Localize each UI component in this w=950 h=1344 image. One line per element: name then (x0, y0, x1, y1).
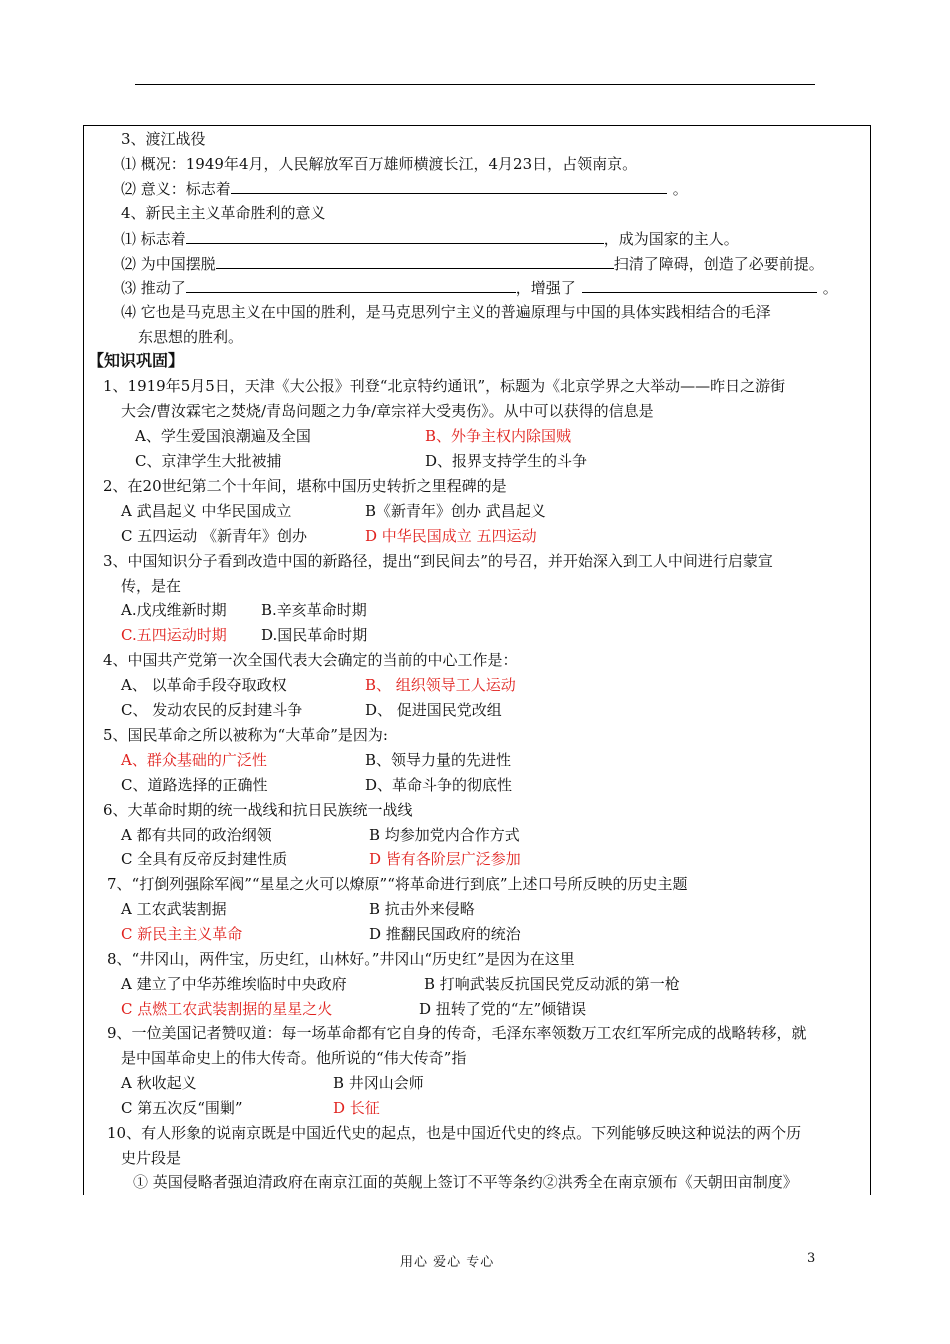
section-4-p3-label: ⑶ 推动了 (121, 279, 186, 297)
section-3-title: 3、渡江战役 (121, 130, 206, 148)
question-1-option-b-answer: B、外争主权内除国贼 (425, 427, 572, 445)
section-3-p2-label: ⑵ 意义：标志着 (121, 180, 231, 198)
fill-blank[interactable] (582, 277, 817, 293)
section-4-p1-end: ，成为国家的主人。 (603, 230, 739, 248)
question-2-stem: 2、在20世纪第二个十年间，堪称中国历史转折之里程碑的是 (103, 477, 507, 495)
section-3-p2 (121, 178, 688, 199)
question-3-stem: 3、中国知识分子看到改造中国的新路径，提出“到民间去”的号召，并开始深入到工人中间进行启蒙宣 (103, 552, 773, 570)
question-8-option-b: B 打响武装反抗国民党反动派的第一枪 (424, 975, 680, 993)
question-4-option-a: A、 以革命手段夺取政权 (121, 676, 287, 694)
question-5-option-b: B、领导力量的先进性 (365, 751, 512, 769)
question-10-options: ① 英国侵略者强迫清政府在南京江面的英舰上签订不平等条约②洪秀全在南京颁布《天朝田亩制度》 (133, 1173, 798, 1191)
question-3-stem-cont: 传，是在 (121, 577, 182, 595)
question-3-option-c-answer: C.五四运动时期 (121, 626, 227, 644)
question-8-option-a: A 建立了中华苏维埃临时中央政府 (121, 975, 347, 993)
page-footer: 用心 爱心 专心 (400, 1255, 495, 1270)
question-9-option-a: A 秋收起义 (121, 1074, 197, 1092)
question-1-option-c: C、京津学生大批被捕 (135, 452, 282, 470)
question-7-option-a: A 工农武装割据 (121, 900, 227, 918)
question-10-stem: 10、有人形象的说南京既是中国近代史的起点，也是中国近代史的终点。下列能够反映这种说法的两个历 (107, 1124, 802, 1142)
section-3-p2-end: 。 (672, 180, 688, 198)
question-5-option-d: D、革命斗争的彻底性 (365, 776, 513, 794)
question-5-option-c: C、道路选择的正确性 (121, 776, 268, 794)
fill-blank[interactable] (231, 178, 667, 194)
question-2-option-d-answer: D 中华民国成立 五四运动 (365, 527, 537, 545)
fill-blank[interactable] (186, 277, 516, 293)
question-7-option-d: D 推翻民国政府的统治 (369, 925, 521, 943)
question-1-option-d: D、报界支持学生的斗争 (425, 452, 588, 470)
question-6-option-a: A 都有共同的政治纲领 (121, 826, 272, 844)
section-4-p1-label: ⑴ 标志着 (121, 230, 186, 248)
page-number: 3 (807, 1251, 816, 1266)
question-8-stem: 8、“井冈山，两件宝，历史红，山林好。”井冈山“历史红”是因为在这里 (107, 950, 575, 968)
question-1-option-a: A、学生爱国浪潮遍及全国 (135, 427, 311, 445)
question-7-option-c-answer: C 新民主主义革命 (121, 925, 243, 943)
question-2-option-b: B《新青年》创办 武昌起义 (365, 502, 546, 520)
section-4-p2-end: 扫清了障碍，创造了必要前提。 (613, 255, 824, 273)
question-9-option-d-answer: D 长征 (333, 1099, 380, 1117)
section-4-title: 4、新民主主义革命胜利的意义 (121, 204, 326, 222)
question-4-option-d: D、 促进国民党改组 (365, 701, 502, 719)
question-6-option-b: B 均参加党内合作方式 (369, 826, 520, 844)
question-4-option-b-answer: B、 组织领导工人运动 (365, 676, 516, 694)
question-2-option-c: C 五四运动 《新青年》创办 (121, 527, 308, 545)
question-6-option-d-answer: D 皆有各阶层广泛参加 (369, 850, 521, 868)
header-rule (135, 84, 815, 85)
question-8-option-d: D 扭转了党的“左”倾错误 (419, 1000, 587, 1018)
question-5-stem: 5、国民革命之所以被称为“大革命”是因为: (103, 726, 388, 744)
question-3-option-a: A.戊戌维新时期 (121, 601, 227, 619)
question-3-option-b: B.辛亥革命时期 (261, 601, 367, 619)
question-9-stem: 9、一位美国记者赞叹道：每一场革命都有它自身的传奇，毛泽东率领数万工农红军所完成的战略转移，就 (107, 1024, 807, 1042)
question-8-option-c-answer: C 点燃工农武装割据的星星之火 (121, 1000, 333, 1018)
section-4-p4-line1: ⑷ 它也是马克思主义在中国的胜利，是马克思列宁主义的普遍原理与中国的具体实践相结合的毛泽 (121, 303, 771, 321)
section-3-p1: ⑴ 概况：1949年4月，人民解放军百万雄师横渡长江，4月23日，占领南京。 (121, 155, 638, 173)
section-4-p2 (121, 253, 824, 274)
question-1-stem-cont: 大会/曹汝霖宅之焚烧/青岛问题之力争/章宗祥大受夷伤》。从中可以获得的信息是 (121, 402, 654, 420)
section-4-p1 (121, 228, 739, 249)
section-4-p3-end: 。 (822, 279, 838, 297)
question-5-option-a-answer: A、群众基础的广泛性 (121, 751, 267, 769)
question-9-stem-cont: 是中国革命史上的伟大传奇。他所说的“伟大传奇”指 (121, 1049, 467, 1067)
fill-blank[interactable] (216, 253, 614, 269)
question-2-option-a: A 武昌起义 中华民国成立 (121, 502, 292, 520)
question-3-option-d: D.国民革命时期 (261, 626, 368, 644)
fill-blank[interactable] (186, 228, 604, 244)
question-9-option-b: B 井冈山会师 (333, 1074, 424, 1092)
section-4-p3-mid: ，增强了 (515, 279, 576, 297)
section-heading: 【知识巩固】 (88, 351, 185, 370)
question-4-option-c: C、 发动农民的反封建斗争 (121, 701, 303, 719)
question-10-stem-cont: 史片段是 (121, 1149, 182, 1167)
question-7-option-b: B 抗击外来侵略 (369, 900, 475, 918)
section-4-p2-label: ⑵ 为中国摆脱 (121, 255, 216, 273)
section-4-p3 (121, 277, 838, 298)
question-1-stem: 1、1919年5月5日，天津《大公报》刊登“北京特约通讯”，标题为《北京学界之大举动——昨日之游街 (103, 377, 786, 395)
question-9-option-c: C 第五次反“围剿” (121, 1099, 243, 1117)
section-4-p4-line2: 东思想的胜利。 (138, 328, 244, 346)
question-4-stem: 4、中国共产党第一次全国代表大会确定的当前的中心工作是： (103, 651, 518, 669)
question-7-stem: 7、“打倒列强除军阀”“星星之火可以燎原”“将革命进行到底”上述口号所反映的历史主题 (107, 875, 688, 893)
question-6-option-c: C 全具有反帝反封建性质 (121, 850, 288, 868)
question-6-stem: 6、大革命时期的统一战线和抗日民族统一战线 (103, 801, 413, 819)
